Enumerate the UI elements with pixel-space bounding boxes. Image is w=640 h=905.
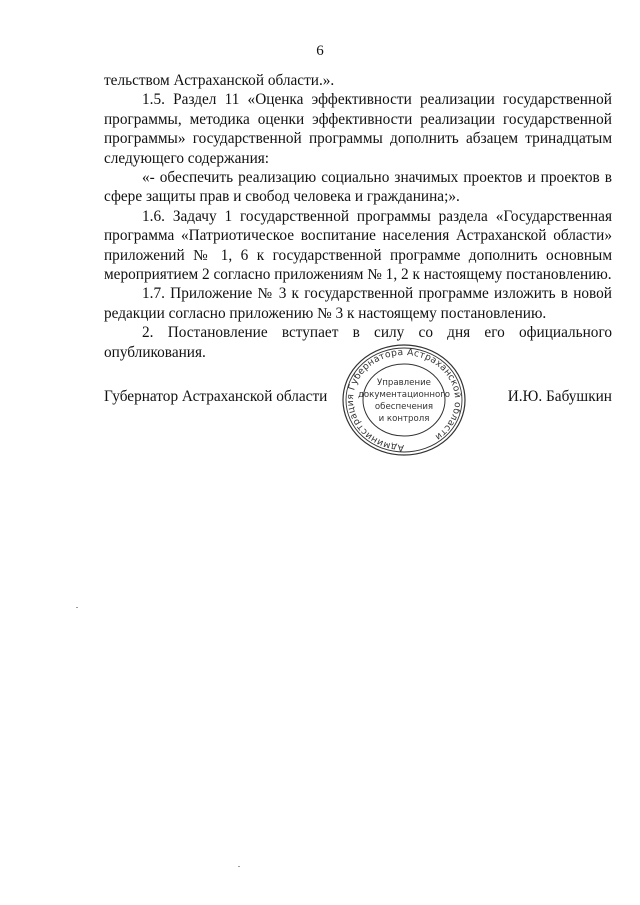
paragraph-item-2: 2. Постановление вступает в силу со дня его официального опубликования. <box>104 324 612 361</box>
document-body <box>104 71 612 362</box>
stamp-center-line-3: обеспечения <box>374 402 434 412</box>
stamp-ring-text: Администрация Губернатора Астраханской области <box>344 346 464 454</box>
paragraph-item-1-5: 1.5. Раздел 11 «Оценка эффективности реализации государственной программы, методика оценки эффективности реализации государственной программы» государственной программы дополнить абзацем тринадцатым следующего содержания: <box>104 91 612 167</box>
paragraph-continuation: тельством Астраханской области.». <box>104 72 335 89</box>
stamp-center-line-2: документационного <box>357 390 451 400</box>
stamp-center-line-1: Управление <box>377 378 431 388</box>
paragraph-item-1-6: 1.6. Задачу 1 государственной программы раздела «Государственная программа «Патриотическое воспитание населения Астраханской области» приложений № 1, 6 к государственной программе дополнить основным мероприятием 2 согласно приложениям № 1, 2 к настоящему постановлению. <box>104 207 612 284</box>
paragraph-quoted-addition: «- обеспечить реализацию социально значимых проектов и проектов в сфере защиты прав и свобод человека и гражданина;». <box>104 169 612 206</box>
paragraph-item-1-7: 1.7. Приложение № 3 к государственной программе изложить в новой редакции согласно приложению № 3 к настоящему постановлению. <box>104 285 612 322</box>
page-number: 6 <box>316 43 324 59</box>
scan-speck <box>238 866 240 867</box>
signatory-name: И.Ю. Бабушкин <box>507 388 612 405</box>
signatory-title: Губернатор Астраханской области <box>104 388 328 405</box>
scan-speck <box>76 607 78 608</box>
official-seal-stamp <box>340 342 468 458</box>
stamp-center-line-4: и контроля <box>378 414 430 424</box>
